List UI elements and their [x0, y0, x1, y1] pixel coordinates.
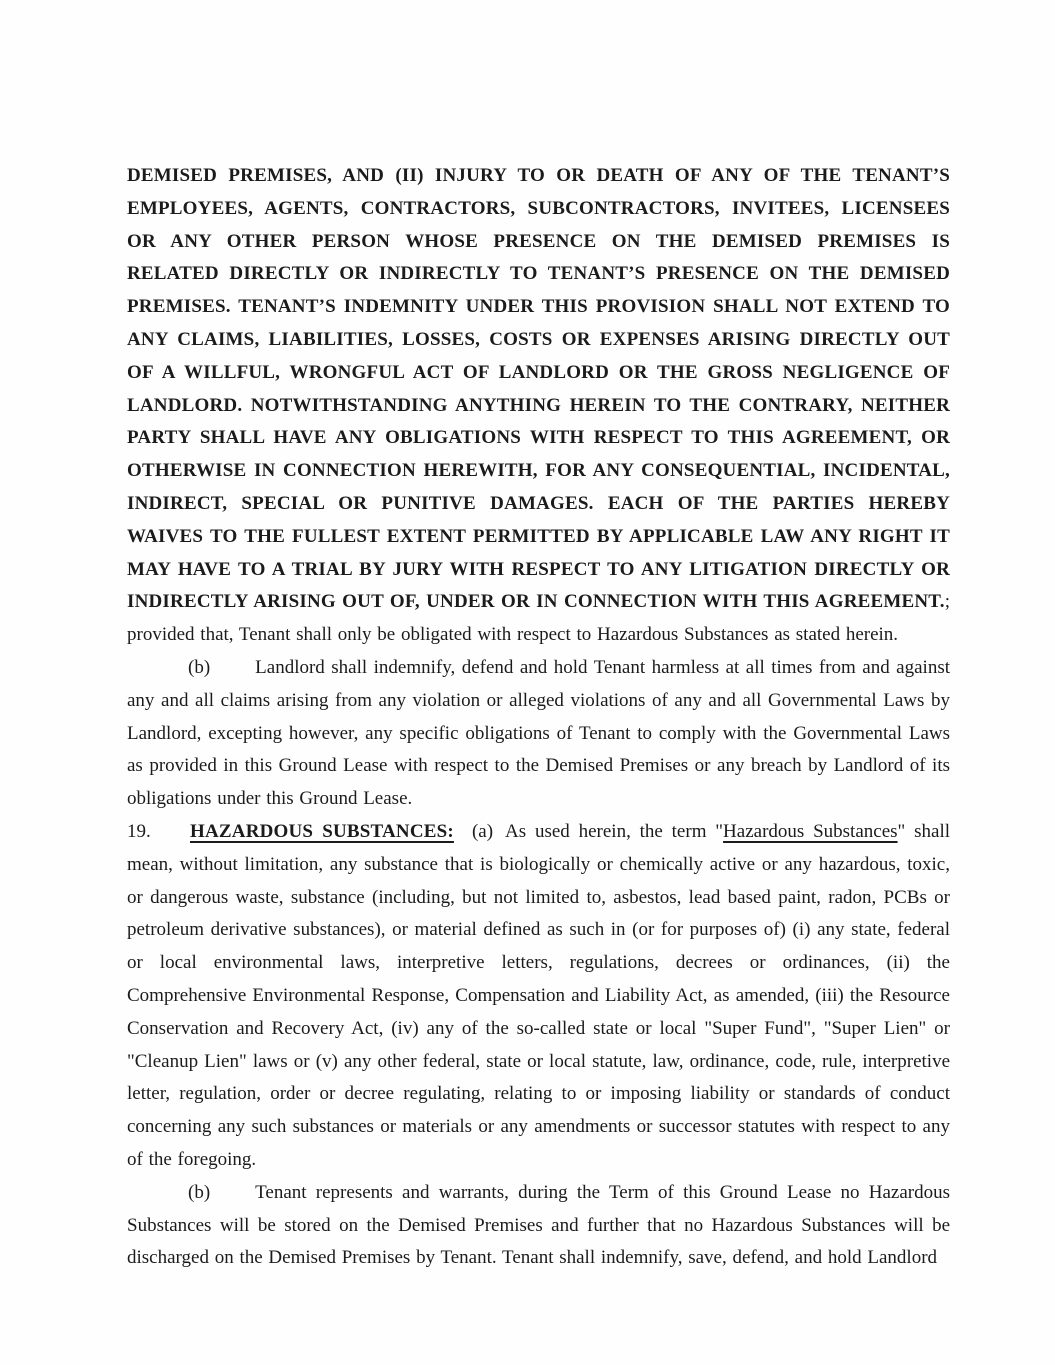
paragraph-label-b: (b)	[188, 1181, 211, 1203]
indemnity-waiver-bold-text: DEMISED PREMISES, AND (II) INJURY TO OR DEATH OF ANY OF THE TENANT’S EMPLOYEES, AGENTS, CONTRACTORS, SUBCONTRACTORS, INVITEES, LICENSEES OR ANY OTHER PERSON WHOSE PRESENCE ON THE DEMISED PREMISES IS RELATED DIRECTLY OR INDIRECTLY TO TENANT’S PRESENCE ON THE DEMISED PREMISES. TENANT’S INDEMNITY UNDER THIS PROVISION SHALL NOT EXTEND TO ANY CLAIMS, LIABILITIES, LOSSES, COSTS OR EXPENSES ARISING DIRECTLY OUT OF A WILLFUL, WRONGFUL ACT OF LANDLORD OR THE GROSS NEGLIGENCE OF LANDLORD. NOTWITHSTANDING ANYTHING HEREIN TO THE CONTRARY, NEITHER PARTY SHALL HAVE ANY OBLIGATIONS WITH RESPECT TO THIS AGREEMENT, OR OTHERWISE IN CONNECTION HEREWITH, FOR ANY CONSEQUENTIAL, INCIDENTAL, INDIRECT, SPECIAL OR PUNITIVE DAMAGES. EACH OF THE PARTIES HEREBY WAIVES TO THE FULLEST EXTENT PERMITTED BY APPLICABLE LAW ANY RIGHT IT MAY HAVE TO A TRIAL BY JURY WITH RESPECT TO ANY LITIGATION DIRECTLY OR INDIRECTLY ARISING OUT OF, UNDER OR IN CONNECTION WITH THIS AGREEMENT.	[127, 165, 950, 613]
landlord-indemnity-paragraph	[127, 652, 950, 816]
hazardous-substances-term: Hazardous Substances	[723, 820, 898, 842]
tenant-warranty-text: Tenant represents and warrants, during the Term of this Ground Lease no Hazardous Substances will be stored on the Demised Premises and further that no Hazardous Substances will be discharged on the Demised Premises by Tenant. Tenant shall indemnify, save, defend, and hold Landlord	[127, 1181, 950, 1269]
paragraph-label-b: (b)	[188, 656, 211, 678]
section-heading: HAZARDOUS SUBSTANCES:	[190, 820, 454, 842]
hazardous-definition-intro: As used herein, the term "	[505, 820, 724, 842]
landlord-indemnity-text: Landlord shall indemnify, defend and hold Tenant harmless at all times from and against any and all claims arising from any violation or alleged violations of any and all Governmental Laws by Landlord, excepting however, any specific obligations of Tenant to comply with the Governmental Laws as provided in this Ground Lease with respect to the Demised Premises or any breach by Landlord of its obligations under this Ground Lease.	[127, 656, 950, 810]
subsection-label-a: (a)	[471, 820, 494, 842]
section-number: 19.	[127, 820, 151, 842]
page-content	[127, 160, 950, 1275]
hazardous-definition-body: " shall mean, without limitation, any substance that is biologically or chemically active or any hazardous, toxic, or dangerous waste, substance (including, but not limited to, asbestos, lead based paint, radon, PCBs or petroleum derivative substances), or material defined as such in (or for purposes of) (i) any state, federal or local environmental laws, interpretive letters, regulations, decrees or ordinances, (ii) the Comprehensive Environmental Response, Compensation and Liability Act, as amended, (iii) the Resource Conservation and Recovery Act, (iv) any of the so-called state or local "Super Fund", "Super Lien" or "Cleanup Lien" laws or (v) any other federal, state or local statute, law, ordinance, code, rule, interpretive letter, regulation, order or decree regulating, relating to or imposing liability or standards of conduct concerning any such substances or materials or any amendments or successor statutes with respect to any of the foregoing.	[127, 820, 950, 1170]
proviso-text: ; provided that, Tenant shall only be obligated with respect to Hazardous Substances as stated herein.	[127, 591, 950, 646]
tenant-warranty-paragraph	[127, 1177, 950, 1275]
indemnity-waiver-paragraph	[127, 160, 950, 652]
hazardous-substances-section-paragraph	[127, 816, 950, 1177]
